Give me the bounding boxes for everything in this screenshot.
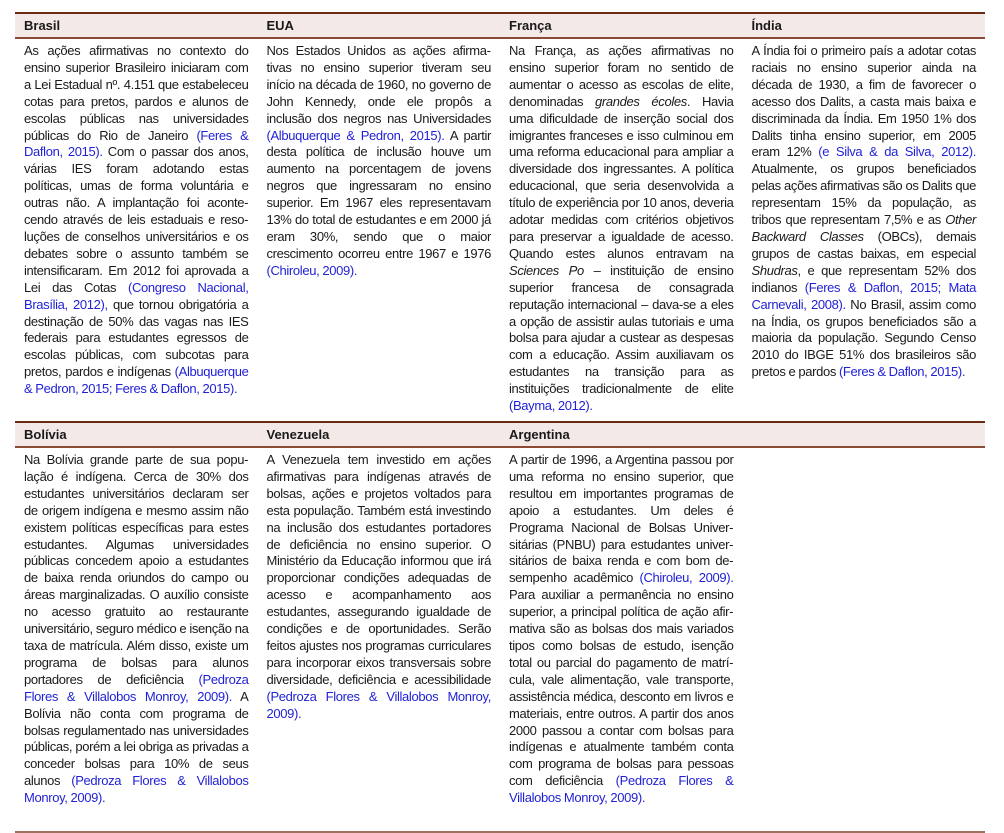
- cell-argentina: [500, 448, 743, 831]
- body-text: A Bolívia não conta com programa de bolsas regulamentado nas universidades públicas, porém a lei obriga as privadas a conceder bolsas para 10% de seus alunos: [24, 688, 249, 789]
- citation: (Bayma, 2012).: [509, 398, 593, 414]
- italic-term: Other Backward Classes: [751, 212, 976, 244]
- body-row-2: [15, 448, 985, 833]
- citation: (e Silva & da Silva, 2012).: [818, 144, 976, 160]
- header-argentina: Argentina: [509, 427, 570, 442]
- cell-bolivia: [15, 448, 258, 831]
- italic-term: grandes écoles: [595, 93, 687, 109]
- citation: (Chiroleu, 2009).: [266, 262, 358, 278]
- header-bolivia: Bolívia: [24, 427, 67, 442]
- body-text: No Brasil, assim como na Índia, os grupos beneficiados são a maioria da população. Segundo Censo 2010 do IBGE 51% dos brasileiros são pretos e pardos: [751, 296, 976, 380]
- body-text: . Havia uma dificuldade de inserção social dos imigrantes franceses e isso culminou em uma reforma educacional para ampliar a diversidade dos ingressantes. A política educacional, que seria desenvolvida a título de experiência por 10 anos, deveria adotar medidas com critérios objetivos para preservar a igualdade de acesso. Quando estes alunos entravam na: [509, 93, 734, 261]
- cell-eua: [258, 39, 501, 421]
- italic-term: Sciences Po: [509, 262, 584, 278]
- citation: (Albuquerque & Pedron, 2015).: [266, 127, 445, 143]
- affirmative-action-comparison-table: [15, 12, 985, 833]
- citation: (Feres & Daflon, 2015).: [24, 127, 249, 160]
- body-text: A partir de 1996, a Argentina passou por uma reforma no ensino superior, que resultou em importantes programas de apoio a estudantes. Um deles é Programa Nacional de Bolsas Universitárias (PNBU) para estudantes universitários de baixa renda e com bom desempenho acadêmico: [509, 452, 734, 586]
- body-row-1: [15, 39, 985, 421]
- header-brasil: Brasil: [24, 18, 61, 33]
- citation: (Albuquerque & Pedron, 2015; Feres & Daflon, 2015).: [24, 364, 249, 397]
- body-text: Atualmente, os grupos beneficiados pelas ações afirmativas são os Dalits que representam 15% da população, as tribos que representam 7,5% e as: [751, 161, 976, 228]
- body-text: que tornou obrigatória a destinação de 50% das vagas nas IES federais para estudantes egressos de escolas públicas, com subcotas para pretos, pardos e indígenas: [24, 296, 249, 380]
- citation: (Pedroza Flores & Villalobos Monroy, 2009).: [24, 671, 249, 704]
- citation: (Pedroza Flores & Villalobos Monroy, 2009).: [509, 773, 734, 806]
- body-text: Nos Estados Unidos as ações afirmativas no ensino superior tiveram seu início na década de 1960, no governo de John Kennedy, onde ele propôs a inclusão dos negros nas Universidades: [266, 43, 491, 126]
- header-eua: EUA: [266, 18, 294, 33]
- body-text: A Venezuela tem investido em ações afirmativas para indígenas através de bolsas, ações e projetos voltados para esta população. Também está investindo na inclusão dos estudantes portadores de deficiência no ensino superior. O Ministério da Educação informou que irá proporcionar condições adequadas de acesso e acompanhamento aos estudantes, assegurando igualdade de condições e de oportunidades. Serão feitos ajustes nos programas curriculares para incorporar eixos transversais sobre diversidade, deficiência e acessibilidade: [266, 452, 491, 687]
- body-text: A Índia foi o primeiro país a adotar cotas raciais no ensino superior ainda na década de 1930, a fim de favorecer o acesso dos Dalits, a casta mais baixa e discriminada da Índia. Em 1950 1% dos Dalits tinha ensino superior, em 2005 eram 12%: [751, 43, 976, 160]
- cell-brasil: [15, 39, 258, 421]
- body-text: As ações afirmativas no contexto do ensino superior Brasileiro iniciaram com a Lei Estadual nº. 4.151 que estabeleceu cotas para pretos, pardos e alunos de escolas públicas nas universidades públicas do Rio de Janeiro: [24, 43, 249, 143]
- italic-term: Shudras: [751, 262, 798, 278]
- header-empty: [743, 423, 986, 446]
- body-text: , e que representam 52% dos indianos: [751, 262, 976, 295]
- header-venezuela: Venezuela: [266, 427, 330, 442]
- citation: (Feres & Daflon, 2015; Mata Carnevali, 2008).: [751, 279, 977, 312]
- cell-franca: [500, 39, 743, 421]
- body-text: Com o passar dos anos, várias IES foram adotando estas políticas, umas de forma voluntária e outras não. A implantação foi acontecendo através de leis estaduais e resoluções de conselhos universitários e os debates sobre o assunto também se intensificaram. Em 2012 foi aprovada a Lei das Cotas: [24, 144, 249, 295]
- cell-india: [743, 39, 986, 421]
- citation: (Pedroza Flores & Villalobos Monroy, 2009).: [24, 773, 249, 806]
- citation: (Feres & Daflon, 2015).: [838, 364, 966, 380]
- body-text: A partir desta política de inclusão houve um aumento na porcentagem de jovens negros que ingressaram no ensino superior. Em 1967 eles representavam 13% do total de estudantes e em 2000 já eram 30%, sendo que o maior crescimento ocorreu entre 1967 e 1976: [266, 127, 491, 261]
- body-text: Para auxiliar a permanência no ensino superior, a principal política de ação afirmativa são as bolsas dos mais variados tipos como bolsas de estudo, isenção total ou parcial do pagamento de matrícula, vale alimentação, vale transporte, assistência médica, desconto em livros e materiais, entre outros. A partir dos anos 2000 passou a contar com bolsas para indígenas e atualmente também conta com programa de bolsas para pessoas com deficiência: [509, 587, 734, 789]
- header-franca: França: [509, 18, 552, 33]
- cell-venezuela: [258, 448, 501, 831]
- header-row-1: [15, 12, 985, 39]
- body-text: Na França, as ações afirmativas no ensino superior foram no sentido de aumentar o acesso as escolas de elite, denominadas: [509, 43, 734, 109]
- header-india: Índia: [751, 18, 782, 33]
- body-text: – instituição de ensino superior francesa de consagrada reputação internacional – dava-se a eles a opção de assistir aulas tutoriais e uma bolsa para ajudar a custear as despesas com a educação. Assim auxiliavam os estudantes na transição para as instituições tradicionalmente de elite: [509, 262, 734, 397]
- cell-empty: [743, 448, 986, 831]
- citation: (Chiroleu, 2009).: [639, 570, 734, 586]
- header-row-2: [15, 421, 985, 448]
- citation: (Congreso Nacional, Brasília, 2012),: [24, 279, 249, 312]
- citation: (Pedroza Flores & Villalobos Monroy, 2009).: [266, 688, 491, 721]
- body-text: (OBCs), demais grupos de castas baixas, em especial: [751, 228, 976, 261]
- body-text: Na Bolívia grande parte de sua população é indígena. Cerca de 30% dos estudantes universitários declaram ser de origem indígena e mesmo assim não existem políticas específicas para estes estudantes. Algumas universidades públicas concedem apoio a estudantes de baixa renda oriundos do campo ou áreas marginalizadas. O auxílio consiste no acesso gratuito ao restaurante universitário, seguro médico e isenção na taxa de matrícula. Além disso, existe um programa de bolsas para alunos portadores de deficiência: [24, 452, 249, 687]
